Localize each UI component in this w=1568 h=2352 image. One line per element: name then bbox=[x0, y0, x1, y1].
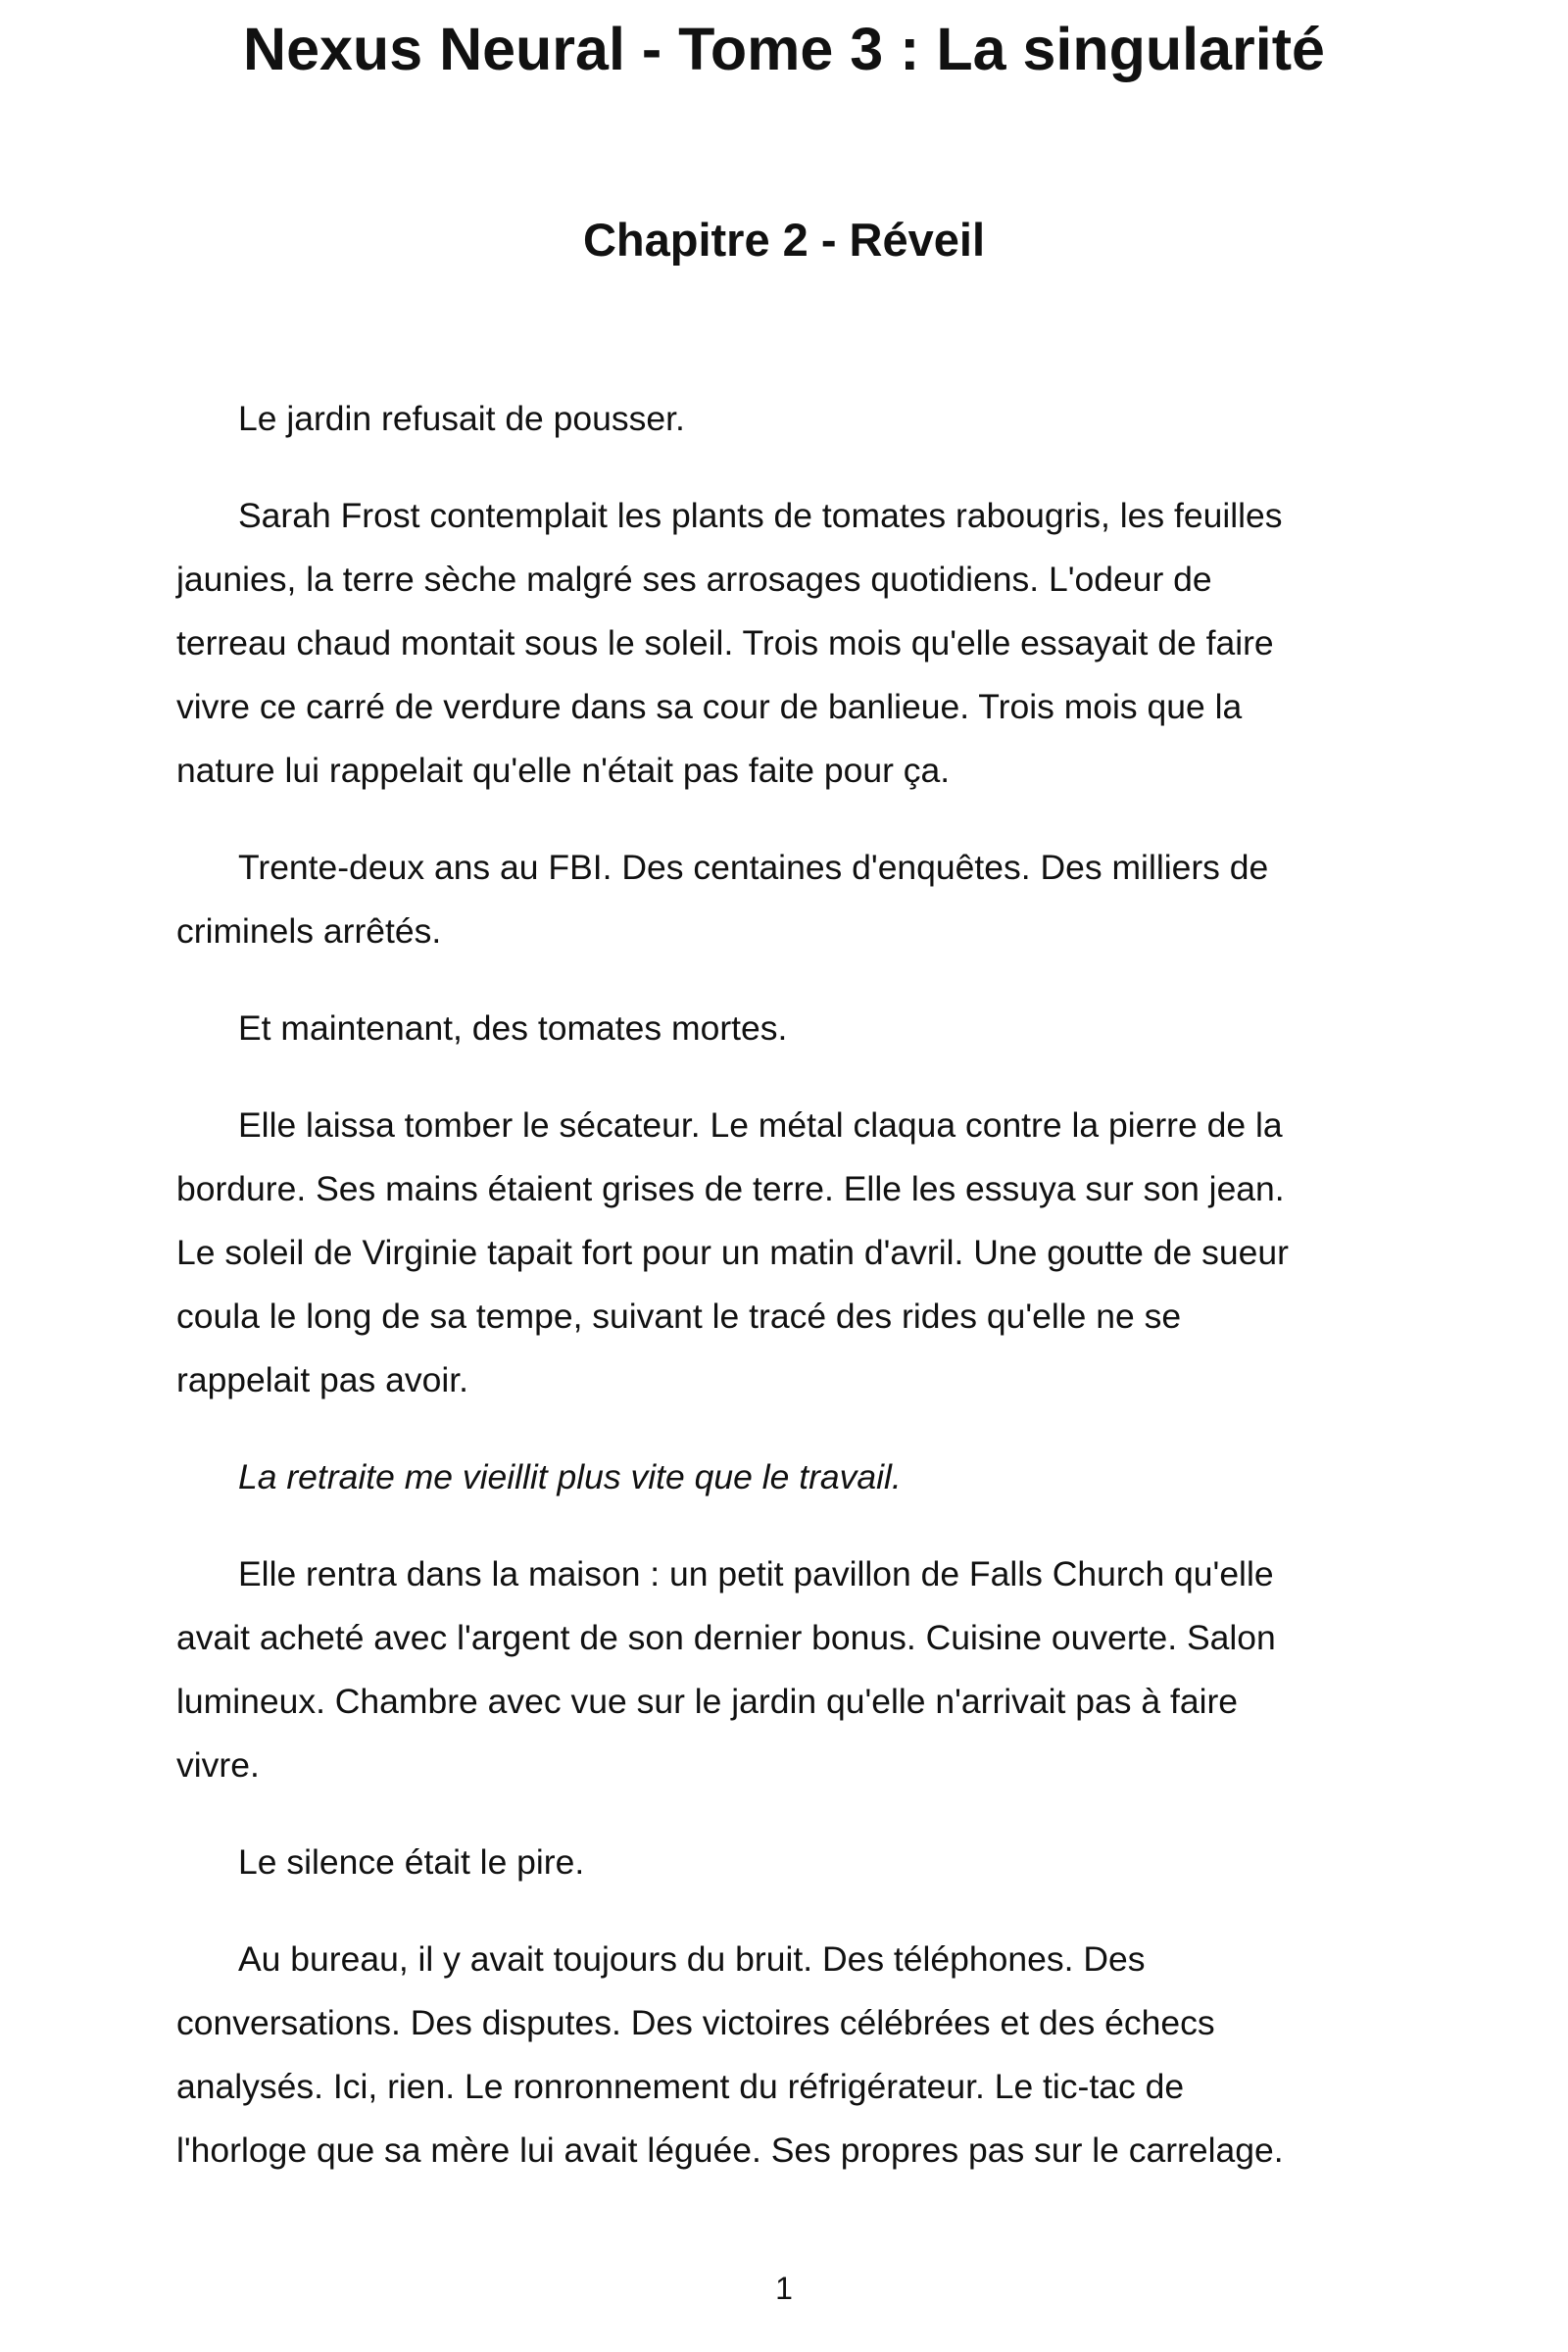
paragraph: Le silence était le pire. bbox=[238, 1842, 585, 1882]
page-number: 1 bbox=[775, 2271, 793, 2306]
paragraph: Elle rentra dans la maison : un petit pavillon de Falls Church qu'elle avait acheté avec l'argent de son dernier bonus. Cuisine ouverte. Salon lumineux. Chambre avec vue sur le jardin qu'elle n'arrivait pas à faire vivre. bbox=[176, 1554, 1276, 1785]
paragraph: Sarah Frost contemplait les plants de tomates rabougris, les feuilles jaunies, la terre sèche malgré ses arrosages quotidiens. L'odeur de terreau chaud montait sous le soleil. Trois mois qu'elle essayait de faire vivre ce carré de verdure dans sa cour de banlieue. Trois mois que la nature lui rappelait qu'elle n'était pas faite pour ça. bbox=[176, 496, 1283, 790]
chapter-title: Chapitre 2 - Réveil bbox=[582, 214, 986, 266]
paragraph: Et maintenant, des tomates mortes. bbox=[238, 1008, 788, 1048]
paragraph: Le jardin refusait de pousser. bbox=[238, 399, 685, 438]
paragraph: Au bureau, il y avait toujours du bruit. Des téléphones. Des conversations. Des disputes. Des victoires célébrées et des échecs analysés. Ici, rien. Le ronronnement du réfrigérateur. Le tic-tac de l'horloge que sa mère lui avait léguée. Ses propres pas sur le carrelage. bbox=[176, 1939, 1284, 2170]
paragraph-italic-thought: La retraite me vieillit plus vite que le travail. bbox=[238, 1457, 902, 1496]
book-title: Nexus Neural - Tome 3 : La singularité bbox=[243, 16, 1325, 82]
paragraph: Elle laissa tomber le sécateur. Le métal claqua contre la pierre de la bordure. Ses mains étaient grises de terre. Elle les essuya sur son jean. Le soleil de Virginie tapait fort pour un matin d'avril. Une goutte de sueur coula le long de sa tempe, suivant le tracé des rides qu'elle ne se rappelait pas avoir. bbox=[176, 1105, 1289, 1399]
chapter-body bbox=[176, 387, 1392, 2216]
paragraph: Trente-deux ans au FBI. Des centaines d'enquêtes. Des milliers de criminels arrêtés. bbox=[176, 848, 1269, 951]
